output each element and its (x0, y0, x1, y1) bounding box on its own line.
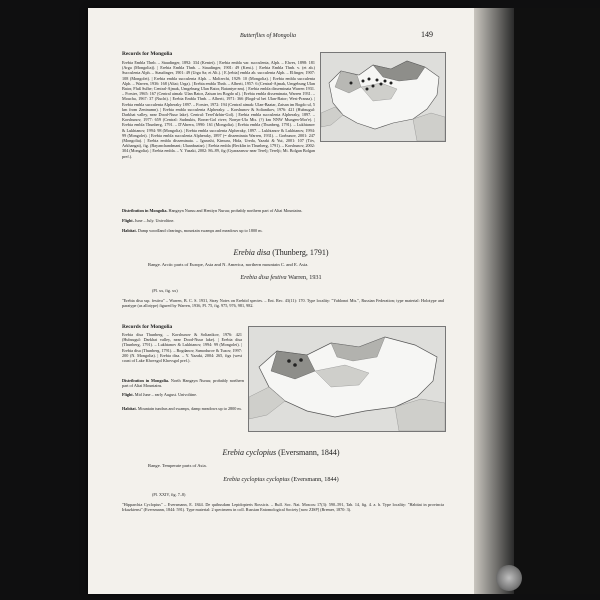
running-title: Butterflies of Mongolia (240, 33, 296, 39)
disa-habitat (122, 406, 244, 411)
disa-distribution-map (248, 326, 446, 432)
disa-subspecies-heading (88, 274, 474, 281)
embla-habitat (122, 228, 444, 233)
embla-habitat-text: Damp woodland clearings, mountain swamps and meadows up to 1800 m. (137, 228, 263, 233)
disa-range (148, 262, 438, 268)
cyclopius-species-heading (88, 448, 474, 457)
embla-distribution-map (320, 52, 446, 142)
book-binding (514, 8, 600, 594)
embla-flight-text: June – July. Univoltine. (134, 218, 175, 223)
embla-distribution-text: Hangayn Nuruu and Hentiyn Nuruu; probably northern part of Altai Mountains. (168, 208, 303, 213)
cyclopius-range (148, 463, 438, 469)
cyclopius-plate-ref: (Pl. XXIV, fig. 7–8) (152, 492, 186, 497)
cyclopius-species-name: Erebia cyclopius (222, 448, 277, 457)
cyclopius-subspecies-name: Erebia cyclopius cyclopius (223, 476, 290, 483)
cyclopius-subspecies-heading (88, 476, 474, 483)
disa-records-text-box (122, 332, 242, 376)
embla-records-text-left (122, 60, 315, 159)
embla-records-text-wide (122, 152, 444, 204)
disa-species-author: (Thunberg, 1791) (272, 248, 329, 257)
page-number: 149 (421, 30, 433, 39)
mongolia-map-embla (321, 53, 445, 141)
disa-plate-ref: (Pl. xx, fig. xx) (152, 288, 178, 293)
embla-flight-label: Flight. (122, 218, 134, 223)
disa-flight-label: Flight. (122, 392, 134, 397)
book-page (88, 8, 474, 594)
cyclopius-species-author: (Eversmann, 1844) (278, 448, 340, 457)
disa-flight (122, 392, 244, 397)
disa-species-heading (88, 248, 474, 257)
cyclopius-range-text: Temperate parts of Asia. (161, 463, 207, 468)
disa-records-block (122, 325, 242, 330)
mongolia-map-disa (249, 327, 445, 431)
disa-distribution (122, 378, 244, 388)
disa-habitat-text: Mountain tundras and swamps, damp meadows up to 2800 m. (137, 406, 242, 411)
page-header (88, 30, 474, 44)
cyclopius-subspecies-author: (Eversmann, 1844) (291, 476, 339, 483)
disa-distribution-label: Distribution in Mongolia. (122, 378, 170, 383)
cyclopius-range-label: Range. (148, 463, 161, 468)
disa-subspecies-author: Warren, 1931 (288, 274, 322, 281)
disa-subspecies-name: Erebia disa festiva (240, 274, 287, 281)
embla-records-text: Erebia Embla Thnb. – Staudinger, 1892: 334 (Kentei). | Erebia embla var. succulenta, Alph. – Elwes, 1898: 181 (Arga (Mongolia)). | Erebia Embla Thnb. – Staudinger, 1901: 49 (Kent.). | Erebia Embla Thnb. v. (et ab.) Succulenta Alph. – Staudinger, 1901: 49 (Urga Sa; et Alt.). | E.[rebia] embla ab. succulenta Alph. – Elfinger, 1907: 108 (Mongolei). | Erebia embla succulenta Alph. – Moltrecht, 1929: 10 (Mongolia). | Erebia embla succulenta Alph. – Warren, 1936: 168 (Altai; Urga). | Erebia embla Thnb. – Alberti, 1957: 6 (Central-Ajmak, Umgebung Ulan Bator, Fluß Sulbe; Central-Ajmak, Umgebung Ulan Bator, Batantyn-am). | Erebia embla disseminata Warren 1931. – Forster, 1965: 167 (Central aimak: Ulan Bator, Zaisan im Bogdo ul). | Erebia embla disseminata, Warren 1931. – Moucha, 1967: 37 (Nucht). | Erebia Embla Thnb. – Alberti, 1971: 366 (Bogd-ul bei Ulan-Bator; West-Pranza). | Erebia embla succulenta Alpheraky 1897. – Forster, 1972: 194 (Central aimak: Ulan-Baatar, Zaisan im Bogdo ul, 5 km from Zeninumn). | Erebia embla succulenta Alpheraky. – Korshunov & Solianikov, 1976: 421 (Hubsugul: Darkhat valley, near Dood-Nuur lake). Central: Terel'dzhin-Gol). | Erebia embla succulenta Alpheraky, 1897. – Korshunov, 1977: 659 (Central: Sudnukts, Boron-Gol river; Nonyn-Ula Mts. (?) km NNW Mungen-Mor'e). | Erebia embla Thunberg, 1791. – D'Abrera, 1990: 161 (Mongolia). | Erebia embla (Thunberg, 1791). – Lukhtanov & Lukhtanov, 1994: 98 (Mongolia). | Erebia embla succulenta Alpheraky, 1897. – Lukhtanov & Lukhtanov, 1994: 99 (Mongolei). | Erebia embla succulenta Alpheraky, 1897 (= disseminata Warren, 1931). – Gorbunov, 2001: 247 (Mongolia). | Erebia embla disseminata. – Igarashi, Kimura, Hida, Ureda, Yazaki & Yui, 2001: 107 (Töv, Arkhangai), fig. (Bayanchandmani; Ulaanbaatar). | Erebia embla (Becklin in Thunberg, 1791). – Korshunov, 2002: 304 (Mongolia). | Erebia embla. – Y. Yazaki, 2002: 86–89, fig (Gyarazaruw near Terelj; Terelji; Mt. Bolgan Bolgan pref.). (122, 60, 315, 159)
embla-distribution (122, 208, 444, 213)
disa-range-label: Range. (148, 262, 161, 267)
disa-distribution-text: North Hangayn Nuruu; probably northern part of Altai Mountains. (122, 378, 244, 389)
disa-species-name: Erebia disa (233, 248, 271, 257)
disa-flight-text: Mid June – early August. Univoltine. (134, 392, 198, 397)
disa-habitat-label: Habitat. (122, 406, 137, 411)
disa-records-heading: Records for Mongolia (122, 324, 173, 330)
disa-records-text: Erebia disa Thunberg. – Korshunov & Solianikov, 1976: 421 (Hubsugul: Darkhat valley, near Dood-Nuur lake). | Erebia disa (Thunberg, 1791). – Lukhtanov & Lukhtanov, 1994: 99 (Mongolei). | Erebia disa (Thunberg, 1791). – Bogdanov, Samodurov & Tuzov, 1997: 200 (N. Mongolia). | Erebia disa. – Y. Yazaki, 2004: 265, figs (west coast of Lake Khovsgol Khovsgol pref.). (122, 332, 242, 364)
embla-distribution-label: Distribution in Mongolia. (122, 208, 168, 213)
embla-records-heading: Records for Mongolia (122, 51, 173, 57)
embla-habitat-label: Habitat. (122, 228, 137, 233)
cyclopius-original-description: "Hipparchia Cyclopius" – Eversmann, E. 1844. De quibusdam Lepidopteris Rossicis. – Bull. Soc. Nat. Moscou 17(3): 590–591, Tab. 14, fig. 4. a. b. Type locality: "Habitat in provincia Irkuzkiensi" (Eversmann, 1844: 591). Type material: 2 specimens in coll. Russian Entomological Society [now ZISP] (Bremer, 1870: 3). (122, 502, 444, 513)
embla-flight (122, 218, 444, 223)
watermark-logo (496, 565, 522, 591)
embla-records-block (122, 52, 315, 57)
disa-original-description: "Erebia disa ssp. festiva" – Warren, B. C. S. 1931, Stray Notes on Erebiid species. – Ent. Rec. 43(11): 170. Type locality: "Yablonoi Mts.", Russian Federation; type material: Holotype and paratype (as allotype) figured by Warren, 1936, Pl. 75, fig. 975, 976, 981, 982. (122, 298, 444, 309)
disa-range-text: Arctic parts of Europe, Asia and N. America, northern mountain C. and E. Asia. (161, 262, 309, 267)
page-edge (474, 8, 514, 594)
